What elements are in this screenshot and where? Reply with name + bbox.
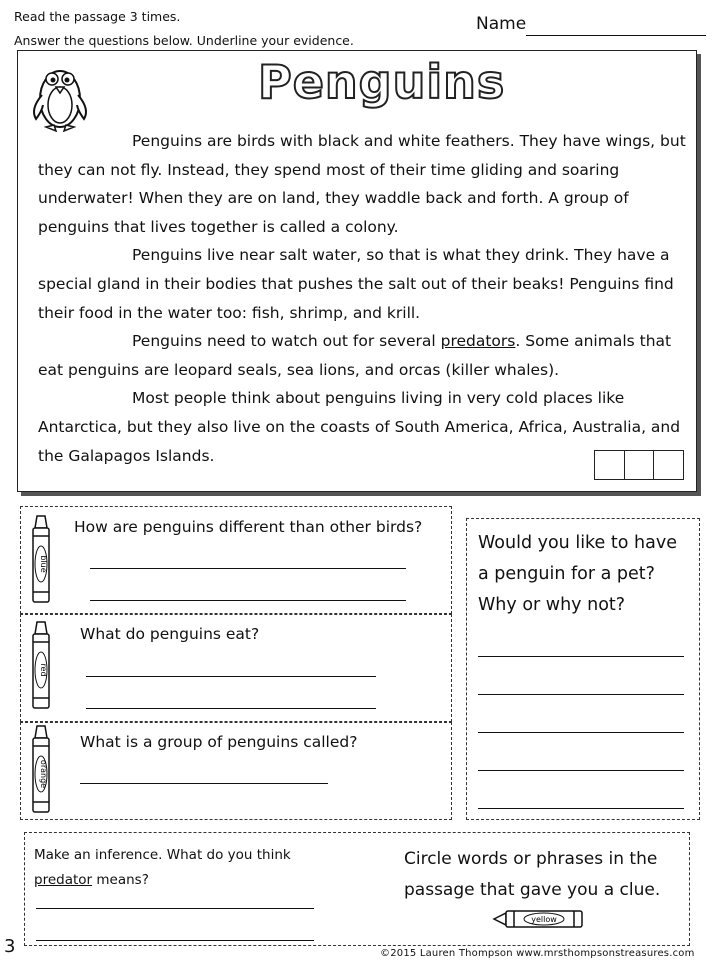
passage-box <box>17 50 697 492</box>
answer-line[interactable] <box>90 600 406 601</box>
vocab-predators: predators <box>440 332 516 351</box>
paragraph-2 <box>38 241 690 327</box>
crayon-blue-icon <box>30 514 52 606</box>
answer-line[interactable] <box>90 568 406 569</box>
paragraph-3-text-b: . Some animals that eat penguins are leopard seals, sea lions, and orcas (killer whales). <box>38 332 672 379</box>
inference-prompt-text-b: means? <box>92 872 149 888</box>
crayon-label: red <box>39 663 48 677</box>
tally-box[interactable] <box>595 451 625 479</box>
crayon-red-icon <box>30 620 52 712</box>
name-label: Name <box>476 14 527 34</box>
answer-line[interactable] <box>36 940 314 941</box>
crayon-label: blue <box>39 555 48 573</box>
paragraph-2-text: Penguins live near salt water, so that is what they drink. They have a special gland in their bodies that pushes the salt out of their beaks! Penguins find their food in the water too: fish, shrimp, and krill. <box>38 246 674 322</box>
paragraph-4 <box>38 384 690 470</box>
instruction-answer: Answer the questions below. Underline your evidence. <box>14 33 354 48</box>
answer-line[interactable] <box>478 694 684 695</box>
paragraph-3 <box>38 327 690 384</box>
crayon-label: orange <box>39 759 48 789</box>
paragraph-1 <box>38 127 690 241</box>
clue-instruction: Circle words or phrases in the passage that gave you a clue. <box>404 849 661 900</box>
answer-line[interactable] <box>86 708 376 709</box>
answer-line[interactable] <box>478 770 684 771</box>
question-2: What do penguins eat? <box>80 625 260 643</box>
crayon-label: yellow <box>531 915 557 924</box>
question-3: What is a group of penguins called? <box>80 733 358 751</box>
opinion-question: Would you like to have a penguin for a pet? Why or why not? <box>478 533 677 615</box>
inference-prompt-text-a: Make an inference. What do you think <box>34 847 291 863</box>
answer-line[interactable] <box>36 908 314 909</box>
passage-text <box>38 127 690 470</box>
paragraph-3-text-a: Penguins need to watch out for several <box>132 332 441 351</box>
tally-box[interactable] <box>625 451 655 479</box>
crayon-yellow-icon <box>492 908 586 930</box>
inference-prompt <box>34 843 334 893</box>
paragraph-4-text: Most people think about penguins living in very cold places like Antarctica, but they also live on the coasts of South America, Africa, Australia, and the Galapagos Islands. <box>38 389 681 465</box>
answer-line[interactable] <box>478 656 684 657</box>
passage-title: Penguins <box>258 55 506 109</box>
tally-box[interactable] <box>654 451 683 479</box>
answer-line[interactable] <box>80 783 328 784</box>
question-1: How are penguins different than other birds? <box>74 518 423 536</box>
answer-line[interactable] <box>86 676 376 677</box>
answer-line[interactable] <box>478 808 684 809</box>
answer-line[interactable] <box>478 732 684 733</box>
paragraph-1-text: Penguins are birds with black and white feathers. They have wings, but they can not fly. Instead, they spend most of their time gliding and soaring underwater! When they are on land, they waddle back and forth. A group of penguins that lives together is called a colony. <box>38 132 686 236</box>
reading-tally-boxes[interactable] <box>594 450 684 480</box>
crayon-orange-icon <box>30 724 52 816</box>
instruction-read: Read the passage 3 times. <box>14 9 181 24</box>
copyright: ©2015 Lauren Thompson www.mrsthompsonstreasures.com <box>380 948 695 959</box>
penguin-icon <box>26 59 94 133</box>
page-number: 3 <box>4 936 16 957</box>
vocab-predator: predator <box>34 872 93 888</box>
name-line[interactable] <box>526 35 706 36</box>
